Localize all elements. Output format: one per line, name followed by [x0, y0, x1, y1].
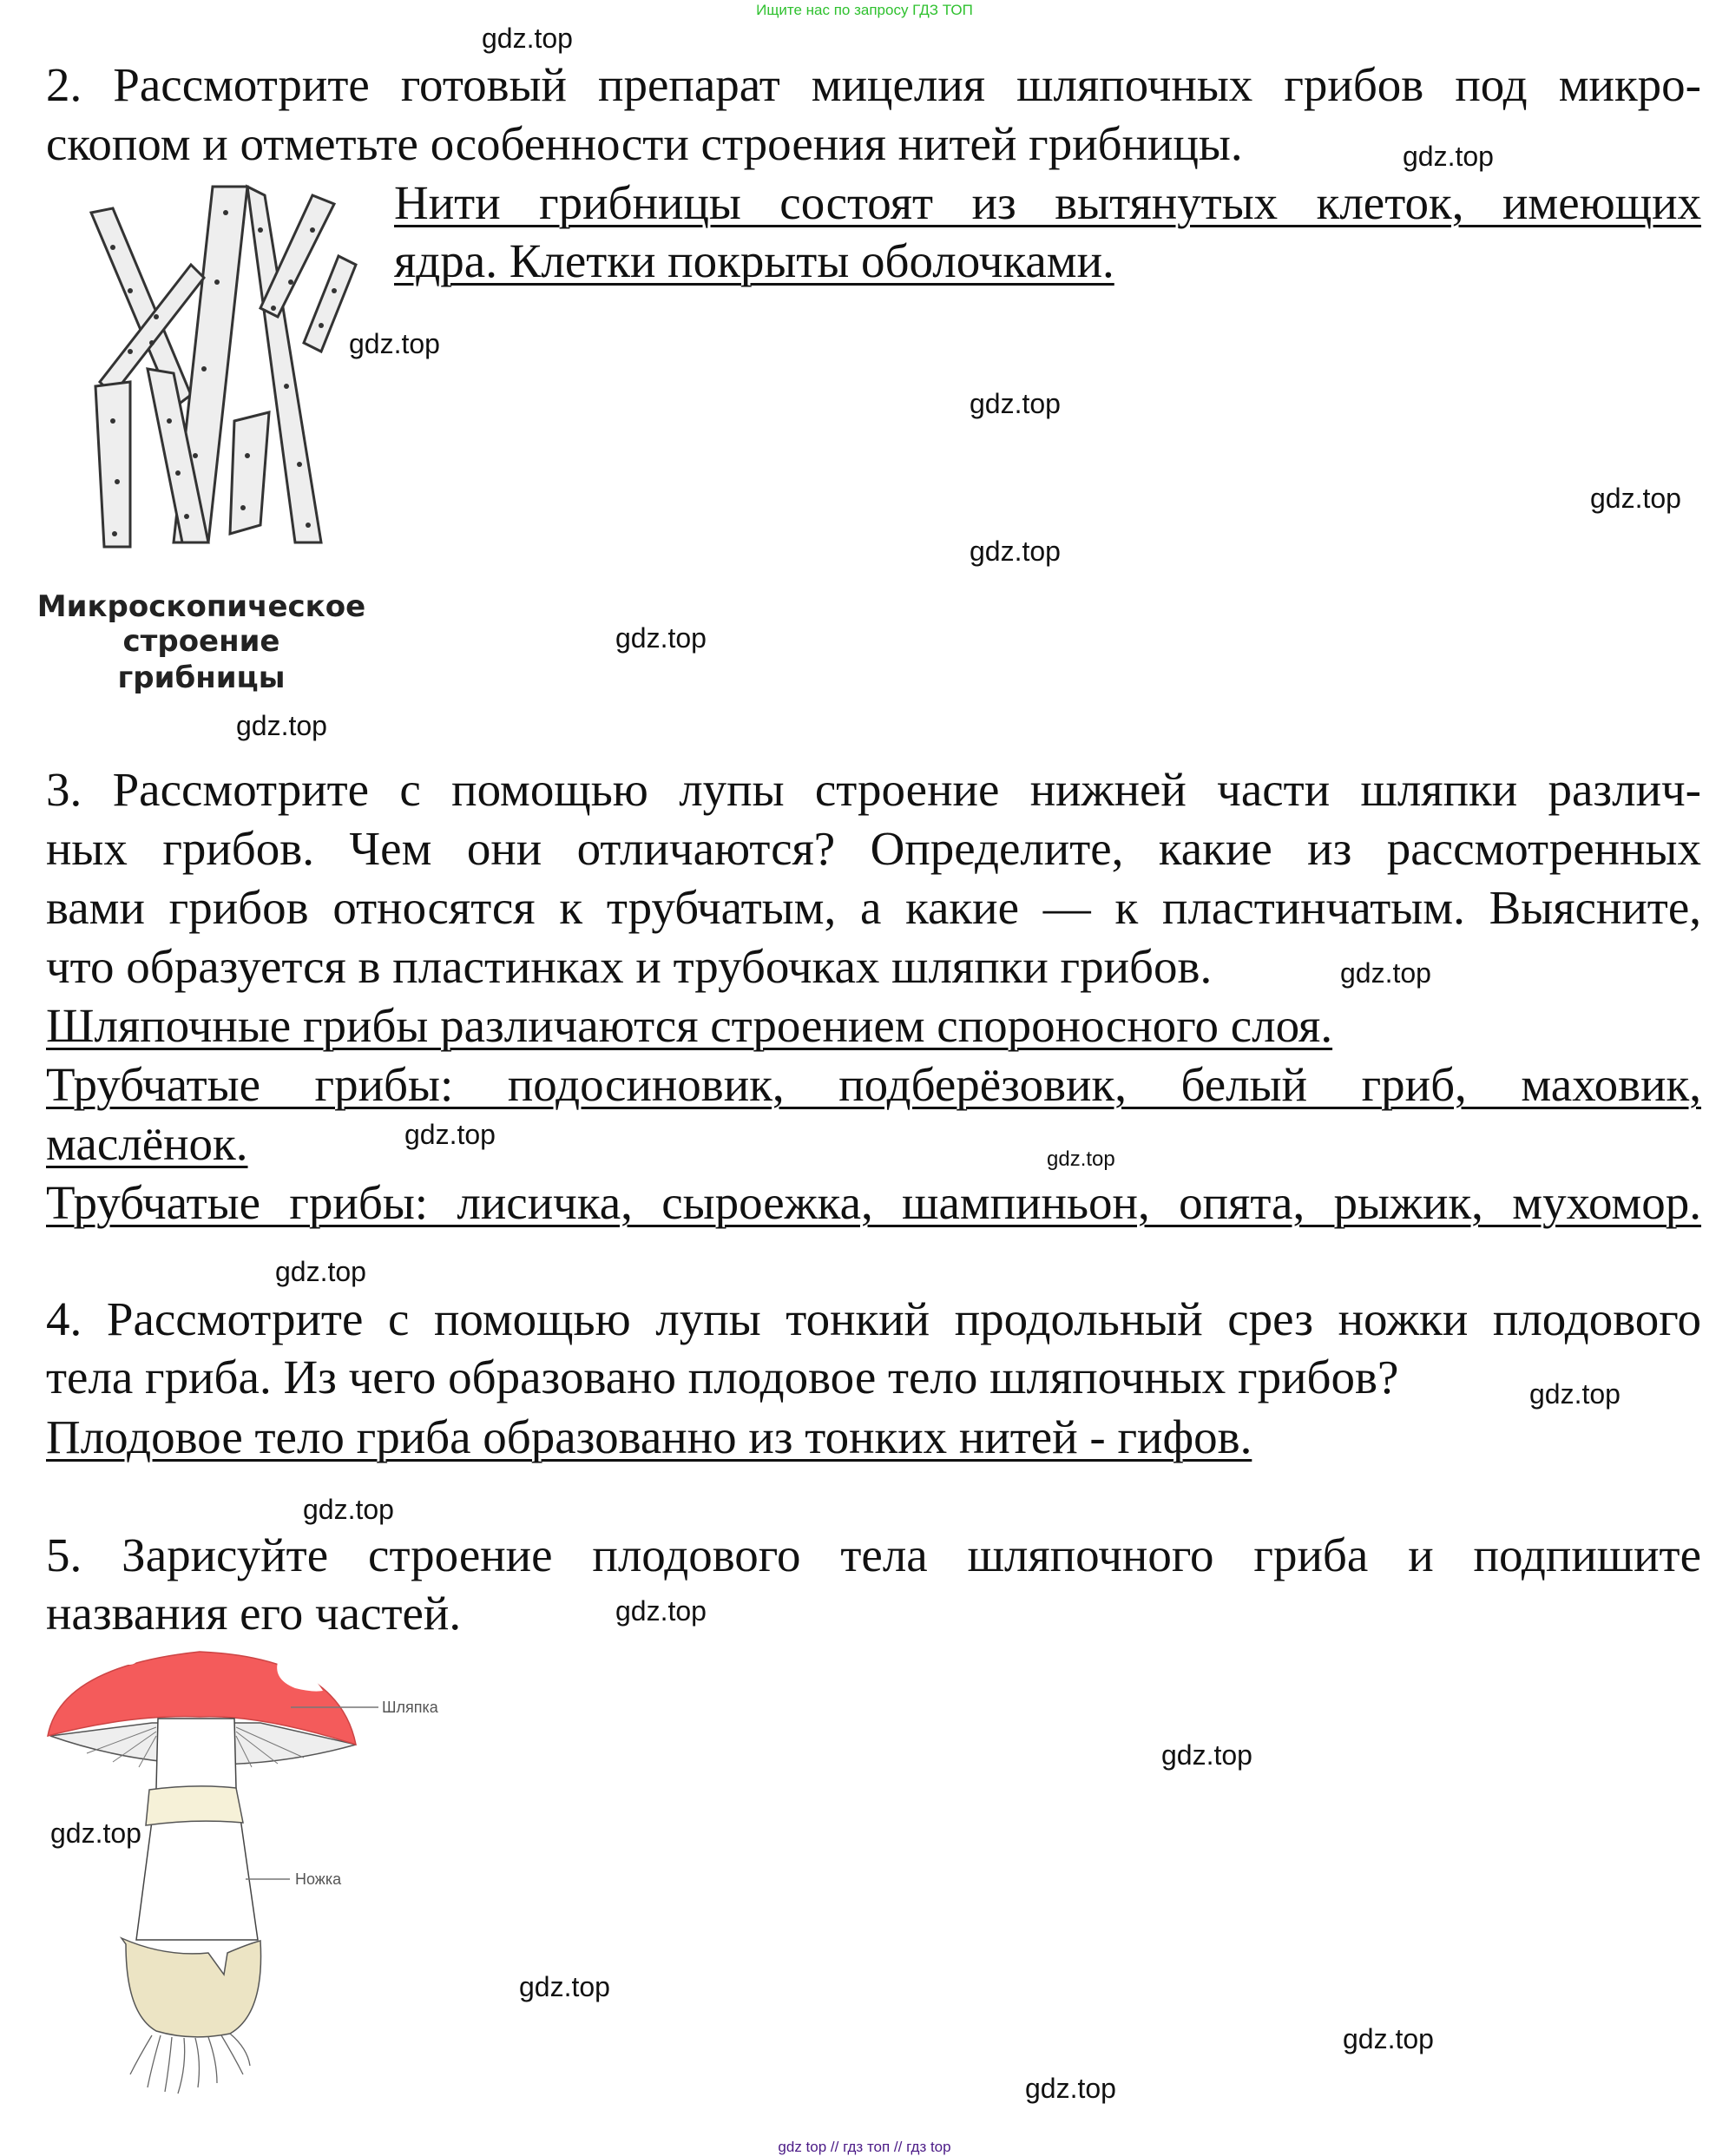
- watermark: gdz.top: [50, 1817, 141, 1849]
- watermark: gdz.top: [275, 1256, 366, 1287]
- watermark: gdz.top: [615, 622, 707, 654]
- figure-caption-line: грибницы: [117, 661, 286, 695]
- watermark: gdz.top: [349, 328, 440, 359]
- mycelium-roots: [130, 2034, 250, 2094]
- search-banner: Ищите нас по запросу ГДЗ ТОП: [756, 2, 973, 18]
- task5-question-line: названия его частей.: [46, 1587, 462, 1640]
- task2-answer-line: Нити грибницы состоят из вытянутых клеток, имеющих: [394, 176, 1701, 229]
- task4-question-line: тела гриба. Из чего образовано плодовое тело шляпочных грибов?: [46, 1351, 1399, 1403]
- task5-question-line: 5. Зарисуйте строение плодового тела шляпочного гриба и подпишите: [46, 1528, 1701, 1581]
- task3-question-line: вами грибов относятся к трубчатым, а какие — к пластинчатым. Выясните,: [46, 881, 1701, 934]
- task3-question-line: ных грибов. Чем они отличаются? Определите, какие из рассмотренных: [46, 822, 1701, 875]
- task4-question-line: 4. Рассмотрите с помощью лупы тонкий продольный срез ножки плодового: [46, 1292, 1701, 1345]
- task3-question-line: 3. Рассмотрите с помощью лупы строение нижней части шляпки различ-: [46, 763, 1701, 816]
- task3-answer-line: маслёнок.: [46, 1117, 248, 1170]
- watermark: gdz.top: [1343, 2023, 1434, 2054]
- task3-answer-line: Трубчатые грибы: подосиновик, подберёзовик, белый гриб, маховик,: [46, 1058, 1701, 1111]
- task2-question-line: 2. Рассмотрите готовый препарат мицелия шляпочных грибов под микро-: [46, 58, 1701, 111]
- watermark: gdz.top: [1161, 1739, 1252, 1771]
- task3-question-line: что образуется в пластинках и трубочках шляпки грибов.: [46, 940, 1213, 993]
- figure-caption-line: Микроскопическое: [36, 589, 366, 624]
- watermark: gdz.top: [970, 536, 1061, 567]
- task2-question-line: скопом и отметьте особенности строения нитей грибницы.: [46, 117, 1243, 170]
- mushroom-ring: [146, 1786, 243, 1825]
- task4-answer-line: Плодовое тело гриба образованно из тонких нитей - гифов.: [46, 1410, 1252, 1463]
- task3-answer-line: Шляпочные грибы различаются строением спороносного слоя.: [46, 999, 1333, 1052]
- watermark: gdz.top: [1403, 141, 1494, 172]
- watermark: gdz.top: [519, 1971, 610, 2002]
- footer-links: gdz top // гдз топ // гдз top: [778, 2139, 951, 2155]
- watermark: gdz.top: [1340, 957, 1431, 989]
- watermark: gdz.top: [303, 1494, 394, 1525]
- watermark: gdz.top: [615, 1595, 707, 1627]
- mushroom-volva: [122, 1938, 261, 2037]
- stem-label: Ножка: [295, 1870, 342, 1888]
- cap-label: Шляпка: [382, 1699, 438, 1716]
- watermark: gdz.top: [1025, 2073, 1116, 2104]
- task2-answer-line: ядра. Клетки покрыты оболочками.: [394, 234, 1114, 287]
- task3-answer-line: Трубчатые грибы: лисичка, сыроежка, шампиньон, опята, рыжик, мухомор.: [46, 1176, 1701, 1229]
- watermark: gdz.top: [482, 23, 573, 54]
- watermark: gdz.top: [236, 710, 327, 741]
- watermark: gdz.top: [1047, 1147, 1115, 1171]
- figure-caption-line: строение: [122, 624, 280, 659]
- watermark: gdz.top: [970, 388, 1061, 419]
- watermark: gdz.top: [1529, 1378, 1621, 1410]
- watermark: gdz.top: [404, 1119, 496, 1150]
- watermark: gdz.top: [1590, 483, 1681, 514]
- hyphae-illustration: [61, 178, 373, 586]
- mushroom-illustration: [0, 1632, 521, 2153]
